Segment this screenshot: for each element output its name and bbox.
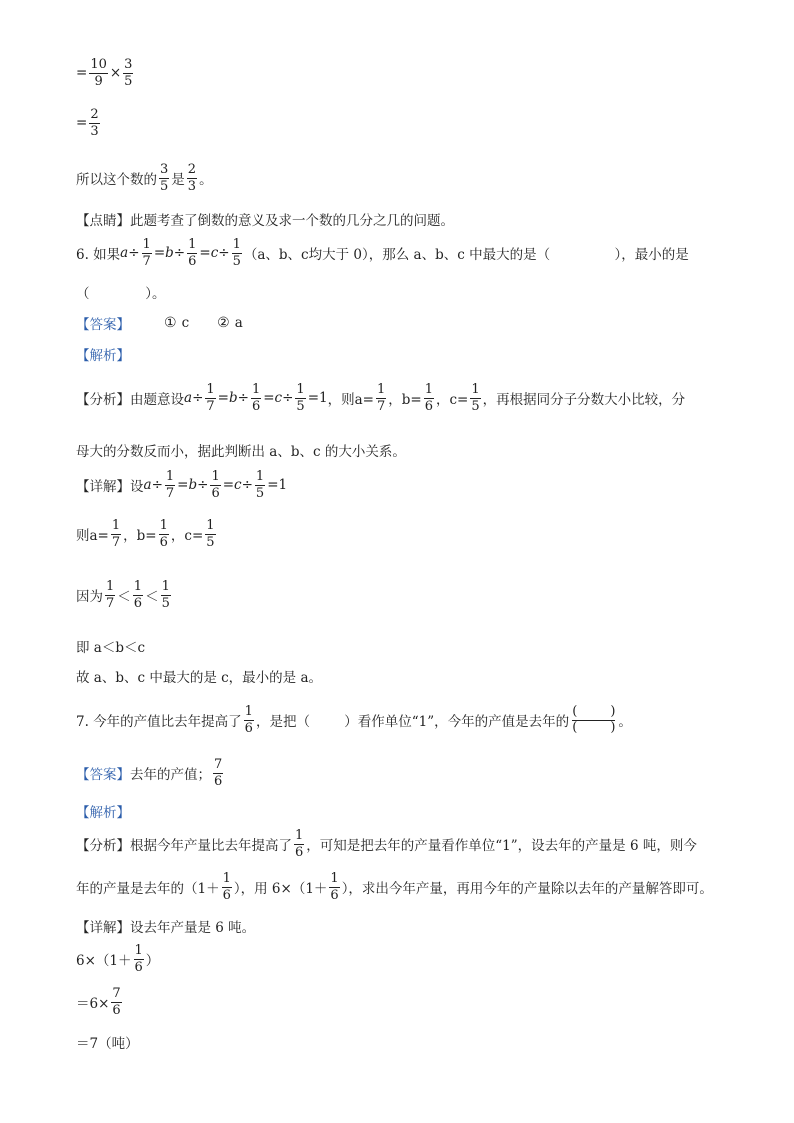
section-tag: 【详解】	[76, 479, 130, 496]
analysis-tag: 【解析】	[76, 805, 130, 821]
conclusion-6: 故 a、b、c 中最大的是 c，最小的是 a。	[76, 670, 323, 686]
fraction: $\frac{1}{6}$	[424, 382, 433, 414]
order-line: 即 a＜b＜c	[76, 640, 146, 656]
values-line: 则a= $\frac{1}{7}$ ，b= $\frac{1}{6}$ ，c= $\frac{1}{5}$	[76, 518, 215, 550]
fraction: $\frac{10}{9}$	[90, 57, 107, 89]
question-6: 6. 如果 a ÷ $\frac{1}{7}$ = b ÷ $\frac{1}{6}$ = c ÷ $\frac{1}{5}$ （a、b、c均大于 0），那么 a、b、c 中最大的是（ ），最小的是	[76, 237, 689, 269]
fraction: $\frac{1}{6}$	[159, 518, 168, 550]
circled-number-1: ①	[164, 315, 177, 331]
calc-7-line-3: ＝7（吨）	[76, 1036, 139, 1052]
xiangjie-6: 【详解】 设 a ÷ $\frac{1}{7}$ = b ÷ $\frac{1}{6}$ = c ÷ $\frac{1}{5}$ = 1	[76, 469, 288, 501]
comparison-line: 因为 $\frac{1}{7}$ ＜ $\frac{1}{6}$ ＜ $\frac{1}{5}$	[76, 579, 170, 611]
section-tag: 【点睛】	[76, 213, 130, 229]
blank-fraction: $\frac{( )}{( )}$	[572, 704, 616, 736]
fraction: $\frac{1}{7}$	[106, 579, 115, 611]
equals-sign: =	[76, 65, 88, 82]
fraction: $\frac{7}{6}$	[214, 757, 223, 789]
fraction: $\frac{2}{3}$	[187, 162, 197, 194]
fraction: $\frac{1}{5}$	[296, 382, 305, 414]
fraction: $\frac{1}{5}$	[471, 382, 480, 414]
times-sign: ×	[109, 65, 122, 82]
fraction: $\frac{1}{5}$	[255, 469, 265, 501]
fraction: $\frac{1}{7}$	[165, 469, 175, 501]
xiangjie-7: 【详解】 设去年产量是 6 吨。	[76, 916, 255, 936]
question-7: 7. 今年的产值比去年提高了 $\frac{1}{6}$ ，是把（ ）看作单位“1”，今年的产值是去年的 $\frac{( )}{( )}$ 。	[76, 704, 632, 736]
fraction: $\frac{1}{6}$	[222, 871, 231, 903]
answer-tag: 【答案】	[76, 767, 130, 784]
circled-number-2: ②	[217, 315, 230, 331]
fraction: $\frac{7}{6}$	[112, 986, 121, 1018]
fraction: $\frac{2}{3}$	[90, 107, 99, 139]
answer-tag: 【答案】	[76, 317, 130, 333]
fraction: $\frac{1}{6}$	[295, 828, 304, 860]
fraction: $\frac{1}{6}$	[244, 704, 253, 736]
fraction: $\frac{1}{7}$	[111, 518, 121, 550]
dianjing-line: 【点睛】 此题考查了倒数的意义及求一个数的几分之几的问题。	[76, 209, 454, 229]
calc-7-line-1: 6×（1＋ $\frac{1}{6}$ ）	[76, 943, 160, 975]
equals-sign: =	[76, 115, 88, 132]
fraction: $\frac{1}{6}$	[330, 871, 339, 903]
fenxi-7-line-2: 年的产量是去年的（1＋ $\frac{1}{6}$ ），用 6×（1＋ $\frac{1}{6}$ ），求出今年产量，再用今年的产量除以去年的产量解答即可。	[76, 871, 713, 903]
calc-line-1	[76, 58, 135, 88]
fraction: $\frac{1}{7}$	[376, 382, 386, 414]
answer-7: 【答案】 去年的产值； $\frac{7}{6}$	[76, 757, 223, 789]
answer-6: 【答案】 ① c ② a	[76, 315, 243, 333]
section-tag: 【分析】	[76, 392, 130, 409]
fraction: $\frac{3}{5}$	[124, 57, 133, 89]
fraction: $\frac{1}{6}$	[211, 469, 220, 501]
question-6-line-2: （ ）。	[76, 286, 166, 302]
calc-line-2	[76, 108, 102, 138]
fenxi-7: 【分析】 根据今年产量比去年提高了 $\frac{1}{6}$ ，可知是把去年的产量看作单位“1”，设去年的产量是 6 吨，则今	[76, 828, 697, 860]
analysis-tag: 【解析】	[76, 348, 130, 364]
fraction: $\frac{1}{5}$	[161, 579, 170, 611]
fraction: $\frac{1}{6}$	[134, 943, 143, 975]
fenxi-6: 【分析】 由题意设 a ÷ $\frac{1}{7}$ = b ÷ $\frac{1}{6}$ = c ÷ $\frac{1}{5}$ = 1 ，则a= $\frac{1}{7}$ ，b= $\frac{1}{6}$ ，c= $\frac{1}{5}$ ，再根据同分子分数大小比较，分	[76, 382, 686, 414]
fraction: $\frac{1}{7}$	[206, 382, 215, 414]
fraction: $\frac{1}{6}$	[188, 237, 197, 269]
section-tag: 【分析】	[76, 838, 130, 855]
calc-7-line-2: ＝6× $\frac{7}{6}$	[76, 986, 121, 1018]
fraction: $\frac{1}{5}$	[206, 518, 215, 550]
fenxi-6-line-2: 母大的分数反而小，据此判断出 a、b、c 的大小关系。	[76, 444, 406, 460]
fraction: $\frac{3}{5}$	[160, 162, 169, 194]
fraction: $\frac{1}{6}$	[133, 579, 143, 611]
fraction: $\frac{1}{7}$	[142, 237, 151, 269]
fraction: $\frac{1}{6}$	[251, 382, 261, 414]
section-tag: 【详解】	[76, 920, 130, 936]
fraction: $\frac{1}{5}$	[232, 237, 241, 269]
conclusion-line: 所以这个数的 $\frac{3}{5}$ 是 $\frac{2}{3}$ 。	[76, 162, 213, 194]
